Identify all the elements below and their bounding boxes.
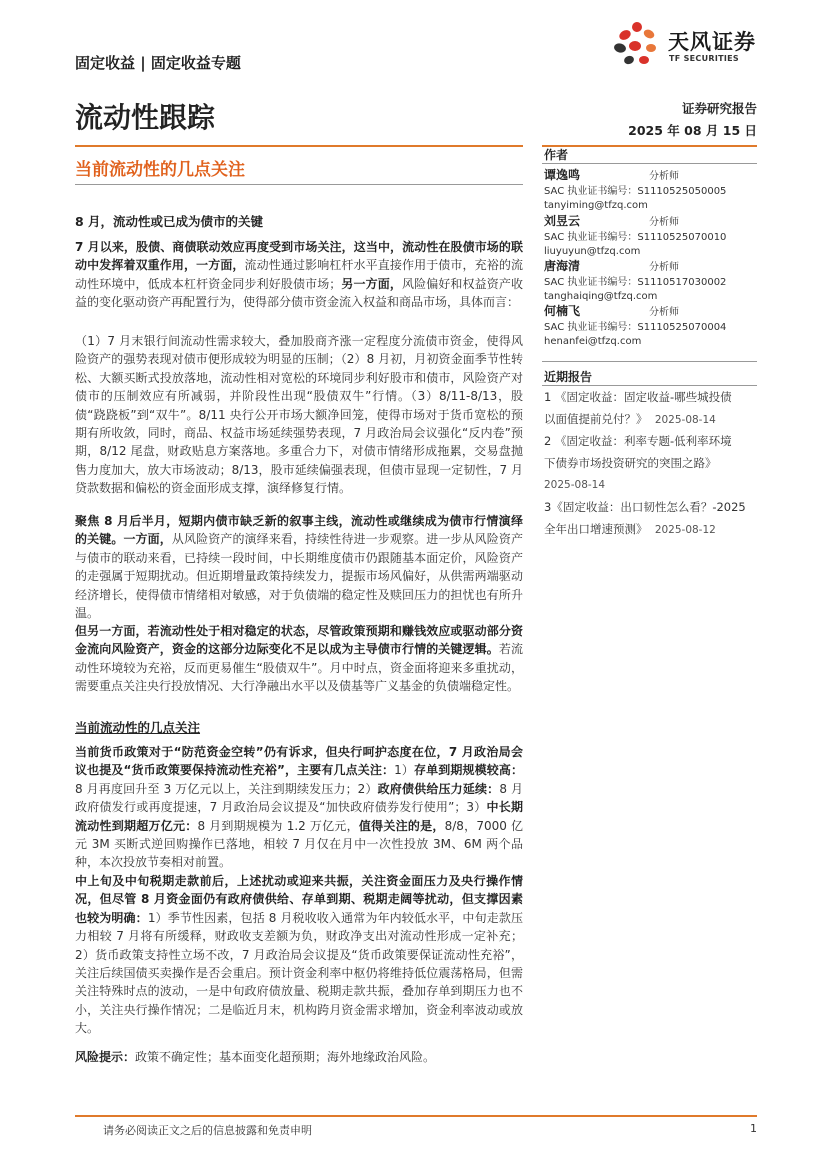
author-name: 谭逸鸣 — [544, 168, 581, 182]
author-name: 何楠飞 — [544, 304, 581, 318]
tf-securities-logo — [611, 20, 761, 68]
author-role: 分析师 — [649, 217, 679, 228]
paragraph-text: 风险偏好和权益资产收益的变化驱动资产再配置行为，使得部分债市资金流入权益和商品市场，具体而言： — [75, 276, 523, 310]
authors-heading: 作者 — [544, 148, 569, 162]
author-email[interactable]: tanyiming@tfzq.com — [544, 200, 648, 211]
paragraph-bold-lead: 聚焦 8 月后半月，短期内债市缺乏新的叙事主线，流动性或继续成为债市行情演绎的关键。一方面， — [75, 514, 523, 547]
recent-report-title-cont: 全年出口增速预测》 — [544, 522, 648, 536]
author-card — [544, 168, 759, 214]
paragraph-text: 8 月到期规模为 1.2 万亿元， — [197, 818, 359, 833]
subtitle-divider — [75, 184, 523, 185]
paragraph-6 — [75, 872, 523, 1038]
paragraph-text: 流动性通过影响杠杆水平直接作用于债市，充裕的流动性环境中，低成本杠杆资金同步利好股债市场； — [75, 258, 523, 291]
recent-report-title: 2 《固定收益：利率专题-低利率环境 — [544, 434, 732, 448]
paragraph-bold-lead: 当前货币政策对于“防范资金空转”仍有诉求，但央行呵护态度在位，7 月政治局会议也提及“货币政策要保持流动性充裕”，主要有几点关注： — [75, 745, 523, 778]
section-heading: 8 月，流动性或已成为债市的关键 — [75, 214, 264, 229]
report-title: 流动性跟踪 — [75, 101, 216, 134]
paragraph-text: 1） — [394, 763, 414, 778]
report-type: 证券研究报告 — [681, 101, 757, 116]
paragraph-text: 1）季节性因素，包括 8 月税收收入通常为年内较低水平，中旬走款压力相较 7 月将有所缓释，财政收支差额为负，财政净支出对流动性形成一定补充；2）货币政策支持性立场不改，7 月政治局会议提及“货币政策要保证流动性充裕”，关注后续国债买卖操作是否会重启。预计资金利率中枢仍将维持低位震荡格局，但需关注特殊时点的波动，一是中旬政府债放量、税期走款共振，叠加存单到期压力也不小，关注央行操作情况；二是临近月末，机构跨月资金需求增加，资金利率波动或放大。 — [75, 910, 523, 1036]
footer-disclaimer: 请务必阅读正文之后的信息披露和免责申明 — [103, 1124, 312, 1137]
paragraph-bold-lead: 中上旬及中旬税期走款前后，上述扰动或迎来共振，关注资金面压力及央行操作情况，但尽管 8 月资金面仍有政府债供给、存单到期、税期走阔等扰动，但支撑因素也较为明确： — [75, 874, 523, 925]
paragraph-bold-lead: 另一方面， — [341, 276, 402, 291]
author-card — [544, 214, 759, 260]
risk-label: 风险提示： — [75, 1050, 136, 1064]
author-email[interactable]: henanfei@tfzq.com — [544, 336, 642, 347]
title-divider — [75, 145, 523, 147]
paragraph-text: 8 月政府债发行或再度提速，7 月政治局会议提及“加快政府债券发行使用”；3） — [75, 781, 523, 815]
report-date: 2025 年 08 月 15 日 — [628, 123, 757, 138]
author-name: 唐海清 — [544, 259, 581, 273]
recent-report-title-cont: 下债券市场投资研究的突围之路》 — [544, 456, 717, 470]
paragraph-text: 8/8，7000 亿元 3M 买断式逆回购操作已落地，相较 7 月仅在月中一次性投放 3M、6M 两个品种，本次投放节奏相对前置。 — [75, 818, 523, 870]
author-role: 分析师 — [649, 171, 679, 182]
authors-heading-divider — [542, 163, 757, 164]
paragraph-2: （1）7 月末银行间流动性需求较大，叠加股商齐涨一定程度分流债市资金，使得风险资产的强势表现对债市便形成较为明显的压制；（2）8 月初，月初资金面季节性转松、大额买断式投放落地，流动性相对宽松的环境同步利好股市和债市，风险资产对债市的压制效应有所减弱，并阶段性出现“股债双牛”行情。（3）8/11-8/13，股债“跷跷板”到“双牛”。8/11 央行公开市场大额净回笼，使得市场对于货币宽松的预期有所收敛，同时，商品、权益市场延续强势表现，7 月政治局会议强化“反内卷”预期，8/12 尾盘，财政贴息方案落地。多重合力下，对债市情绪形成拖累，交易盘抛售力度加大，放大市场波动；8/13，股市延续偏强表现，但债市显现一定韧性，7 月贷款数据和偏松的资金面形成支撑，演绎修复行情。 — [75, 334, 523, 496]
logo-mark-icon — [611, 20, 667, 68]
author-cert: SAC 执业证书编号：S1110517030002 — [544, 276, 727, 288]
paragraph-bold-point: 存单到期规模较高： — [414, 763, 523, 778]
report-subtitle: 当前流动性的几点关注 — [75, 160, 245, 180]
paragraph-bold-point: 值得关注的是， — [358, 818, 445, 833]
logo-chinese-name: 天风证券 — [668, 30, 756, 54]
logo-english-name: TF SECURITIES — [669, 54, 739, 63]
paragraph-3 — [75, 512, 523, 622]
footer-divider — [75, 1115, 757, 1117]
paragraph-text: 8 月再度回升至 3 万亿元以上，关注到期续发压力；2） — [75, 781, 378, 796]
paragraph-5 — [75, 743, 523, 872]
paragraph-bold-lead: 7 月以来，股债、商债联动效应再度受到市场关注，这当中，流动性在股债市场的联动中发挥着双重作用，一方面， — [75, 240, 523, 273]
paragraph-bold-point: 中长期流动性到期超万亿元： — [75, 800, 523, 833]
recent-report-date: 2025-08-14 — [654, 414, 716, 426]
author-role: 分析师 — [649, 307, 679, 318]
author-cert: SAC 执业证书编号：S1110525070010 — [544, 231, 727, 243]
paragraph-text: 从风险资产的演绎来看，持续性待进一步观察。进一步从风险资产与债市的联动来看，已持续一段时间，中长期维度债市仍跟随基本面定价，风险资产的走强属于短期扰动。但近期增量政策持续发力，提振市场风偏好，从供需两端驱动经济增长，使得债市情绪相对敏感，对于负债端的稳定性及赎回压力的担忧也有所升温。 — [75, 532, 523, 621]
risk-text: 政策不确定性；基本面变化超预期；海外地缘政治风险。 — [135, 1050, 436, 1064]
recent-reports-heading: 近期报告 — [544, 370, 593, 384]
paragraph-1 — [75, 238, 523, 312]
recent-report-item[interactable] — [544, 496, 758, 541]
paragraph-text: 若流动性环境较为充裕，反而更易催生“股债双牛”。月中时点，资金面将迎来多重扰动，需要重点关注央行投放情况、大行净融出水平以及债基等广义基金的负债端稳定性。 — [75, 642, 523, 694]
author-card — [544, 304, 759, 350]
recent-report-item[interactable] — [544, 386, 758, 431]
author-cert: SAC 执业证书编号：S1110525050005 — [544, 185, 727, 197]
recent-top-divider — [542, 361, 757, 362]
author-card — [544, 259, 759, 305]
recent-report-date: 2025-08-12 — [654, 524, 716, 536]
risk-warning — [75, 1048, 523, 1066]
header-section-tag: 固定收益 | 固定收益专题 — [75, 54, 241, 72]
recent-report-title-cont: 以面值提前兑付？》 — [544, 412, 648, 426]
page-number: 1 — [750, 1122, 757, 1135]
author-email[interactable]: liuyuyun@tfzq.com — [544, 246, 641, 257]
recent-report-title: 1 《固定收益：固定收益-哪些城投债 — [544, 390, 732, 404]
sidebar-divider — [542, 145, 757, 147]
author-email[interactable]: tanghaiqing@tfzq.com — [544, 291, 658, 302]
recent-report-item[interactable] — [544, 430, 758, 496]
author-role: 分析师 — [649, 262, 679, 273]
author-name: 刘昱云 — [544, 214, 581, 228]
paragraph-4 — [75, 622, 523, 696]
paragraph-bold-lead: 但另一方面，若流动性处于相对稳定的状态，尽管政策预期和赚钱效应或驱动部分资金流向风险资产，资金的这部分边际变化不足以成为主导债市行情的关键逻辑。 — [75, 624, 523, 657]
paragraph-bold-point: 政府债供给压力延续： — [377, 781, 500, 796]
section-heading: 当前流动性的几点关注 — [75, 720, 201, 735]
recent-report-date: 2025-08-14 — [544, 479, 606, 491]
author-cert: SAC 执业证书编号：S1110525070004 — [544, 321, 727, 333]
recent-report-title: 3《固定收益：出口韧性怎么看？-2025 — [544, 500, 746, 514]
